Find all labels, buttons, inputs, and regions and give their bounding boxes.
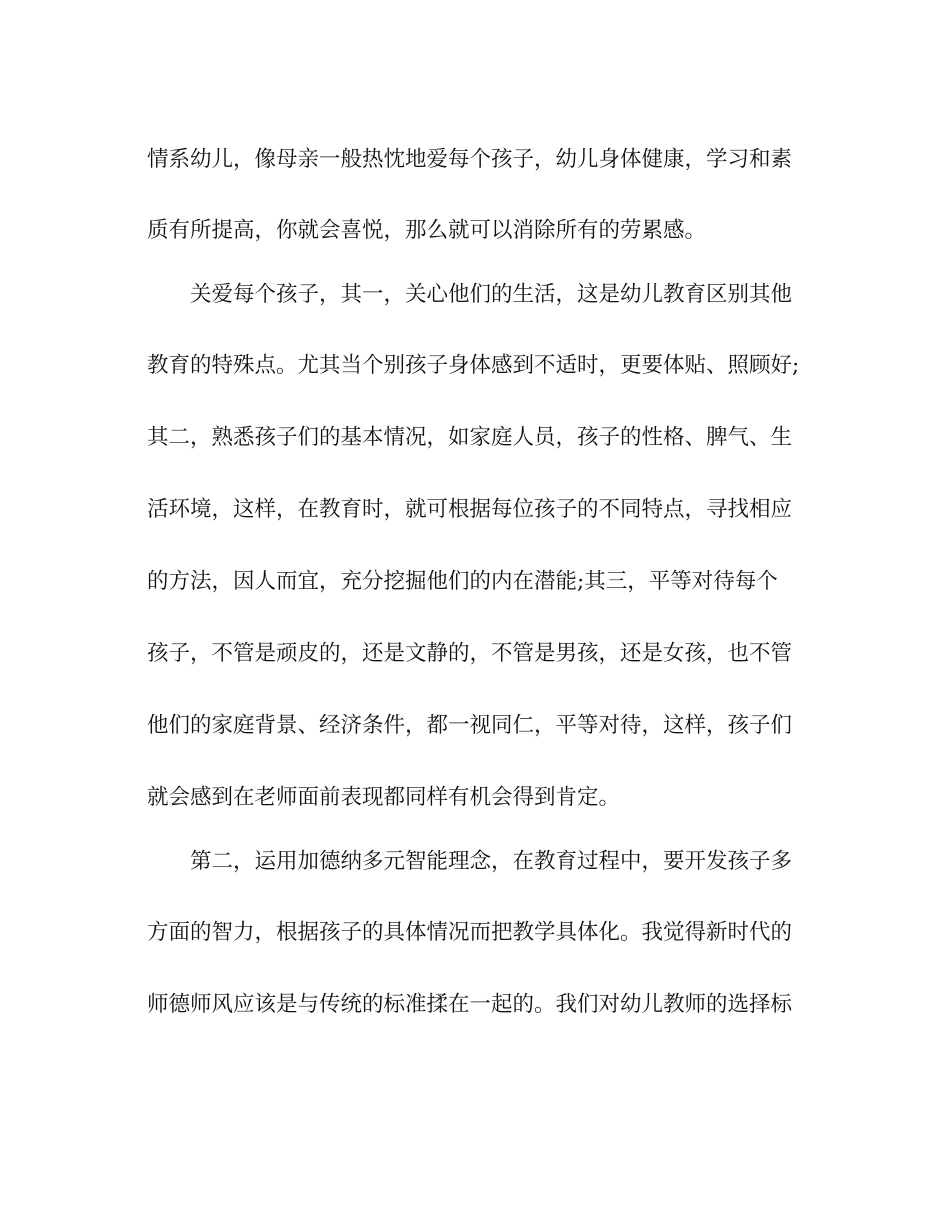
text-line: 师德师风应该是与传统的标准揉在一起的。我们对幼儿教师的选择标 [147,992,793,1017]
text-line: 就会感到在老师面前表现都同样有机会得到肯定。 [147,785,621,810]
text-line: 质有所提高，你就会喜悦，那么就可以消除所有的劳累感。 [147,218,707,243]
text-line: 情系幼儿，像母亲一般热忱地爱每个孩子，幼儿身体健康，学习和素 [147,147,793,172]
text-line: 他们的家庭背景、经济条件，都一视同仁，平等对待，这样，孩子们 [147,713,793,738]
text-line: 第二，运用加德纳多元智能理念，在教育过程中，要开发孩子多 [190,849,793,874]
text-line: 的方法，因人而宜，充分挖掘他们的内在潜能;其三，平等对待每个 [147,569,778,594]
text-line: 其二，熟悉孩子们的基本情况，如家庭人员，孩子的性格、脾气、生 [147,425,793,450]
text-line: 方面的智力，根据孩子的具体情况而把教学具体化。我觉得新时代的 [147,920,793,945]
text-line: 孩子，不管是顽皮的，还是文静的，不管是男孩，还是女孩，也不管 [147,641,793,666]
text-line: 活环境，这样，在教育时，就可根据每位孩子的不同特点，寻找相应 [147,497,793,522]
text-line: 关爱每个孩子，其一，关心他们的生活，这是幼儿教育区别其他 [190,282,793,307]
text-line: 教育的特殊点。尤其当个别孩子身体感到不适时，更要体贴、照顾好; [147,353,800,378]
